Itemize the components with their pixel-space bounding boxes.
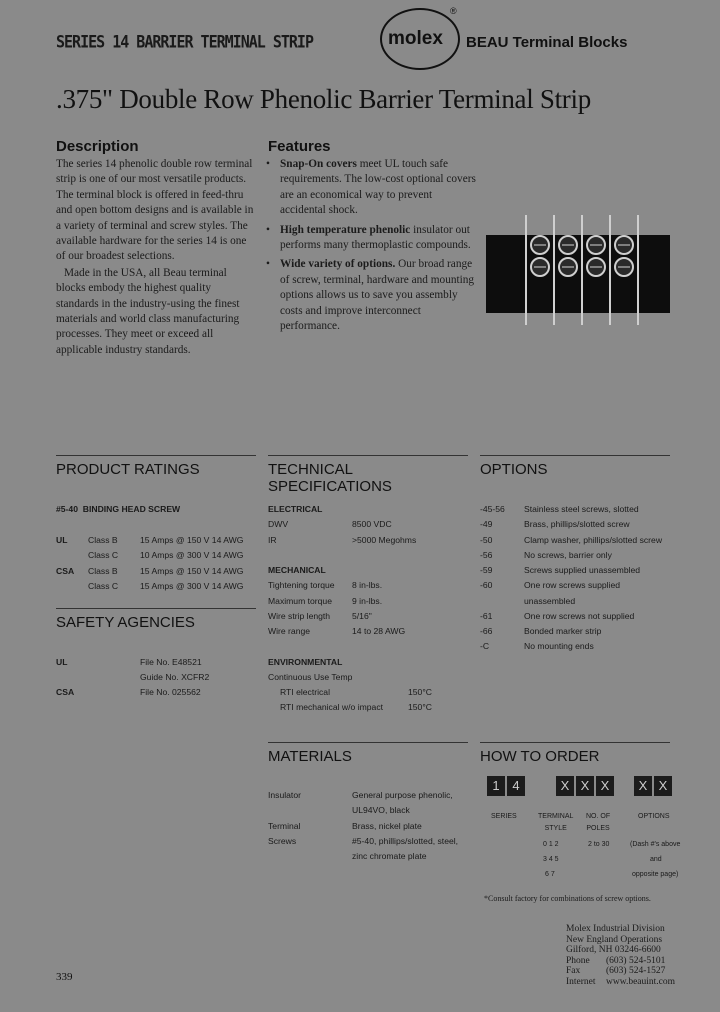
description-paragraph: The series 14 phenolic double row terminal strip is one of our most versatile products. The terminal block is offered in feed-thru and open bottom designs and is available in a variety of terminal and screw styles. The available hardware for the series 14 is one of our broadest selections. — [56, 158, 254, 263]
order-code-box: X — [576, 776, 594, 796]
how-to-order-heading: HOW TO ORDER — [480, 742, 670, 765]
feature-item: • High temperature phenolic insulator out performs many thermoplastic compounds. — [266, 223, 476, 254]
option-row: -56 No screws, barrier only — [480, 550, 612, 560]
options-value: and — [650, 856, 662, 863]
mechanical-label: MECHANICAL — [268, 565, 326, 575]
contact-internet: Internet www.beauint.com — [566, 976, 676, 987]
style-value: 3 4 5 — [543, 856, 559, 863]
order-footnote: *Consult factory for combinations of screw options. — [484, 894, 651, 903]
page-title: .375" Double Row Phenolic Barrier Terminal Strip — [56, 84, 591, 114]
spec-row: Maximum torque 9 in-lbs. — [268, 596, 383, 606]
material-row: UL94VO, black — [352, 805, 410, 815]
order-code-box: 4 — [507, 776, 525, 796]
brand-tag: BEAU Terminal Blocks — [466, 34, 628, 51]
options-value: (Dash #'s above — [630, 841, 681, 848]
option-row: -49 Brass, phillips/slotted screw — [480, 519, 630, 529]
continuous-use-label: Continuous Use Temp — [268, 672, 353, 682]
spec-row: Wire range 14 to 28 AWG — [268, 626, 406, 636]
option-row: -60 One row screws supplied — [480, 580, 621, 590]
description-paragraph: Made in the USA, all Beau terminal blocks embody the highest quality standards in the industry-using the finest materials and world class manufacturing processes. They meet or exceed all applicable industry standards. — [56, 266, 240, 356]
option-row: -45-56 Stainless steel screws, slotted — [480, 504, 639, 514]
feature-item: • Snap-On covers meet UL touch safe requirements. The low-cost optional covers are an economical way to prevent accidental shock. — [266, 157, 476, 219]
ratings-row: UL Class B 15 Amps @ 150 V 14 AWG — [56, 535, 244, 545]
ratings-row: Class C 15 Amps @ 300 V 14 AWG — [88, 581, 244, 591]
order-code-box: X — [556, 776, 574, 796]
contact-phone: Phone (603) 524-5101 — [566, 955, 666, 966]
poles-value: 2 to 30 — [588, 841, 610, 848]
order-code-box: X — [654, 776, 672, 796]
tech-specs-heading: TECHNICAL SPECIFICATIONS — [268, 455, 468, 495]
safety-row: Guide No. XCFR2 — [140, 672, 210, 682]
description-heading: Description — [56, 138, 139, 155]
company-name: Molex Industrial Division — [566, 924, 665, 934]
logo-trademark: ® — [450, 6, 457, 16]
spec-row: DWV 8500 VDC — [268, 519, 392, 529]
spec-row: RTI mechanical w/o impact 150°C — [280, 702, 432, 712]
feature-item: • Wide variety of options. Our broad range of screw, terminal, hardware and mounting options allows us to save you assembly costs and improve interconnect performance. — [266, 257, 476, 334]
ratings-row: CSA Class B 15 Amps @ 150 V 14 AWG — [56, 566, 244, 576]
spec-row: RTI electrical 150°C — [280, 687, 432, 697]
style-value: 6 7 — [545, 871, 555, 878]
options-value: opposite page) — [632, 871, 679, 878]
logo-text: molex — [388, 28, 443, 49]
material-row: Terminal Brass, nickel plate — [268, 821, 422, 831]
safety-row: UL File No. E48521 — [56, 657, 202, 667]
ratings-subheading: #5-40 BINDING HEAD SCREW — [56, 504, 181, 514]
order-code-box: X — [596, 776, 614, 796]
description-body — [56, 157, 256, 358]
options-label: OPTIONS — [638, 813, 670, 820]
page-number: 339 — [56, 971, 73, 983]
material-row: Screws #5-40, phillips/slotted, steel, — [268, 836, 459, 846]
options-heading: OPTIONS — [480, 455, 670, 478]
series-label: SERIES — [491, 813, 517, 820]
option-row: -66 Bonded marker strip — [480, 626, 602, 636]
option-row: -C No mounting ends — [480, 641, 594, 651]
option-row: -50 Clamp washer, phillips/slotted screw — [480, 535, 663, 545]
option-row: unassembled — [524, 596, 576, 606]
safety-row: CSA File No. 025562 — [56, 687, 201, 697]
materials-heading: MATERIALS — [268, 742, 468, 765]
option-row: -61 One row screws not supplied — [480, 611, 635, 621]
spec-row: Wire strip length 5/16" — [268, 611, 372, 621]
spec-row: IR >5000 Megohms — [268, 535, 417, 545]
features-heading: Features — [268, 138, 331, 155]
option-row: -59 Screws supplied unassembled — [480, 565, 641, 575]
material-row: Insulator General purpose phenolic, — [268, 790, 453, 800]
safety-agencies-heading: SAFETY AGENCIES — [56, 608, 256, 631]
company-division: New England Operations — [566, 934, 663, 945]
series-banner: SERIES 14 BARRIER TERMINAL STRIP — [56, 31, 313, 53]
product-ratings-heading: PRODUCT RATINGS — [56, 455, 256, 478]
material-row: zinc chromate plate — [352, 851, 427, 861]
ratings-row: Class C 10 Amps @ 300 V 14 AWG — [88, 550, 244, 560]
terminal-strip-photo — [486, 215, 670, 325]
company-city: Gilford, NH 03246-6600 — [566, 945, 661, 955]
contact-fax: Fax (603) 524-1527 — [566, 966, 666, 976]
order-code-box: X — [634, 776, 652, 796]
no-of-poles-label: NO. OF POLES — [586, 813, 611, 832]
electrical-label: ELECTRICAL — [268, 504, 323, 514]
order-code-box: 1 — [487, 776, 505, 796]
style-value: 0 1 2 — [543, 841, 559, 848]
environmental-label: ENVIRONMENTAL — [268, 657, 343, 667]
company-address — [566, 924, 675, 987]
spec-row: Tightening torque 8 in-lbs. — [268, 580, 383, 590]
terminal-style-label: TERMINAL STYLE — [538, 813, 574, 832]
features-list — [266, 157, 476, 338]
